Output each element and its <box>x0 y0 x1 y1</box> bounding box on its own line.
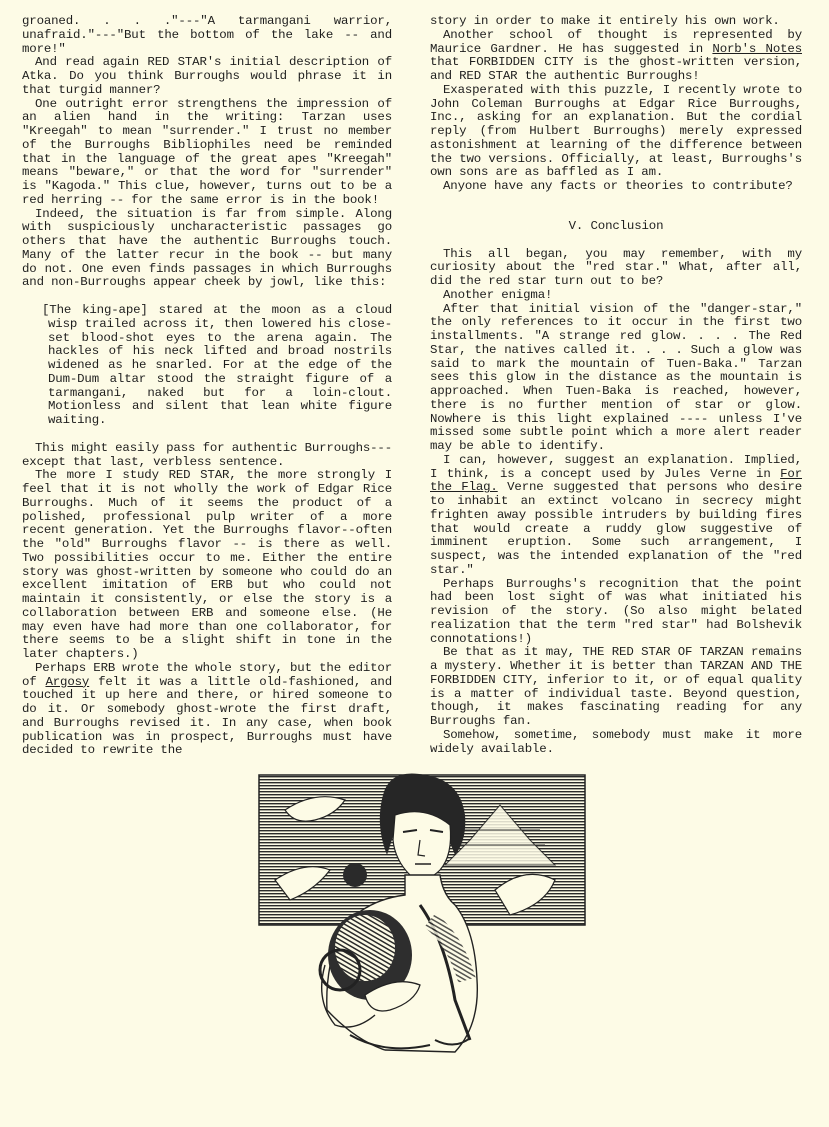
text: Another school of thought is represented by Maurice Gardner. He has suggested in <box>430 27 802 56</box>
paragraph: groaned. . . ."---"A tarmangani warrior, unafraid."---"But the bottom of the lake -- and more!" <box>22 14 392 56</box>
paragraph: story in order to make it entirely his own work. <box>430 14 780 28</box>
paragraph: Somehow, sometime, somebody must make it more widely available. <box>430 727 802 756</box>
left-column <box>22 15 392 758</box>
paragraph: This all began, you may remember, with my curiosity about the "red star." What, after all, did the red star turn out to be? <box>430 246 802 288</box>
magazine-title-argosy: Argosy <box>45 674 90 689</box>
block-quote: [The king-ape] stared at the moon as a cloud wisp trailed across it, then lowered his close-set blood-shot eyes to the arena again. The hackles of his neck lifted and broad nostrils widened as he snarled. For at the edge of the Dum-Dum altar stood the straight figure of a tarmangani, naked but for a loin-clout. Motionless and silent that lean white figure waiting. <box>42 303 392 427</box>
paragraph: Anyone have any facts or theories to contribute? <box>443 179 793 193</box>
paragraph-argosy <box>22 662 392 758</box>
section-heading: V. Conclusion <box>568 218 664 233</box>
paragraph: One outright error strengthens the impression of an alien hand in the writing: Tarzan uses "Kreegah" to mean "surrender." I trust no member of the Burroughs Bibliophiles need be reminded that in the language of the great apes "Kreegah" means "beware," or that the word for "surrender" is "Kagoda." This clue, however, turns out to be a red herring -- for the same error is in the book! <box>22 96 392 207</box>
paragraph: Perhaps Burroughs's recognition that the point had been lost sight of was what initiated his revision of the story. (So also might belated realization that the term "red star" had Bolshevik connotations!) <box>430 576 802 646</box>
text: Perhaps ERB wrote the whole story, but the editor of <box>22 660 392 689</box>
paragraph: And read again RED STAR's initial description of Atka. Do you think Burroughs would phrase it in that turgid manner? <box>22 55 392 97</box>
text: felt it was a little old-fashioned, and touched it up here and there, or hired someone to do it. Or somebody ghost-wrote the first draft, and Burroughs revised it. In any case, when book publication was in prospect, Burroughs must have decided to rewrite the <box>22 674 392 758</box>
paragraph: Indeed, the situation is far from simple. Along with suspiciously uncharacteristic passages go others that have the authentic Burroughs touch. Many of the latter recur in the book -- but many do not. One even finds passages in which Burroughs and non-Burroughs appear cheek by jowl, like this: <box>22 206 392 290</box>
text: I can, however, suggest an explanation. Implied, I think, is a concept used by Jules Verne in <box>430 452 802 481</box>
paragraph: This might easily pass for authentic Burroughs---except that last, verbless sentence. <box>22 440 392 469</box>
paragraph <box>430 454 802 578</box>
paragraph: The more I study RED STAR, the more strongly I feel that it is not wholly the work of Edgar Rice Burroughs. Much of it seems the product of a polished, professional pulp writer of a more recent generation. Yet the Burroughs flavor--often the "old" Burroughs flavor -- is there as well. Two possibilities occur to me. Either the entire story was ghost-written by someone who could do an excellent imitation of ERB but who could not maintain it consistently, or else the story is a collaboration between ERB and someone else. (He may even have had more than one collaborator, for there seems to be a slight shift in tone in the later chapters.) <box>22 468 392 661</box>
paragraph: After that initial vision of the "danger-star," the only references to it occur in the first two installments. "A strange red glow. . . . The Red Star, the natives called it. . . . Such a glow was said to mark the mountain of Tuen-Baka." Tarzan sees this glow in the distance as the mountain is approached. When Tuen-Baka is reached, however, there is no further mention of star or glow. Nowhere is this light explained ---- unless I've missed some subtle point which a more alert reader may be able to identify. <box>430 301 802 453</box>
publication-title-norbs-notes: Norb's Notes <box>712 41 802 56</box>
tarzan-illustration <box>255 770 590 1055</box>
illustration-image <box>255 770 590 1055</box>
paragraph: Be that as it may, THE RED STAR OF TARZAN remains a mystery. Whether it is better than TARZAN AND THE FORBIDDEN CITY, inferior to it, or of equal quality is a matter of individual taste. Beyond question, though, it makes fascinating reading for any Burroughs fan. <box>430 645 802 728</box>
right-column <box>430 15 802 756</box>
text: Verne suggested that persons who desire to inhabit an extinct volcano in secrecy might frighten away possible intruders by building fires that would create a ruddy glow suggestive of imminent eruption. Some such arrangement, I suspect, was the intended explanation of the "red star." <box>430 480 802 577</box>
book-title-for-the-flag: For the Flag. <box>430 466 802 495</box>
text: that FORBIDDEN CITY is the ghost-written version, and RED STAR the authentic Burroughs! <box>430 55 802 83</box>
paragraph: Exasperated with this puzzle, I recently wrote to John Coleman Burroughs at Edgar Rice Burroughs, Inc., asking for an explanation. But the cordial reply (from Hulbert Burroughs) merely expressed astonishment at learning of the difference between the two versions. Officially, at least, Burroughs's own sons are as baffled as I am. <box>430 82 802 180</box>
paragraph <box>430 29 802 84</box>
paragraph: Another enigma! <box>443 287 553 302</box>
